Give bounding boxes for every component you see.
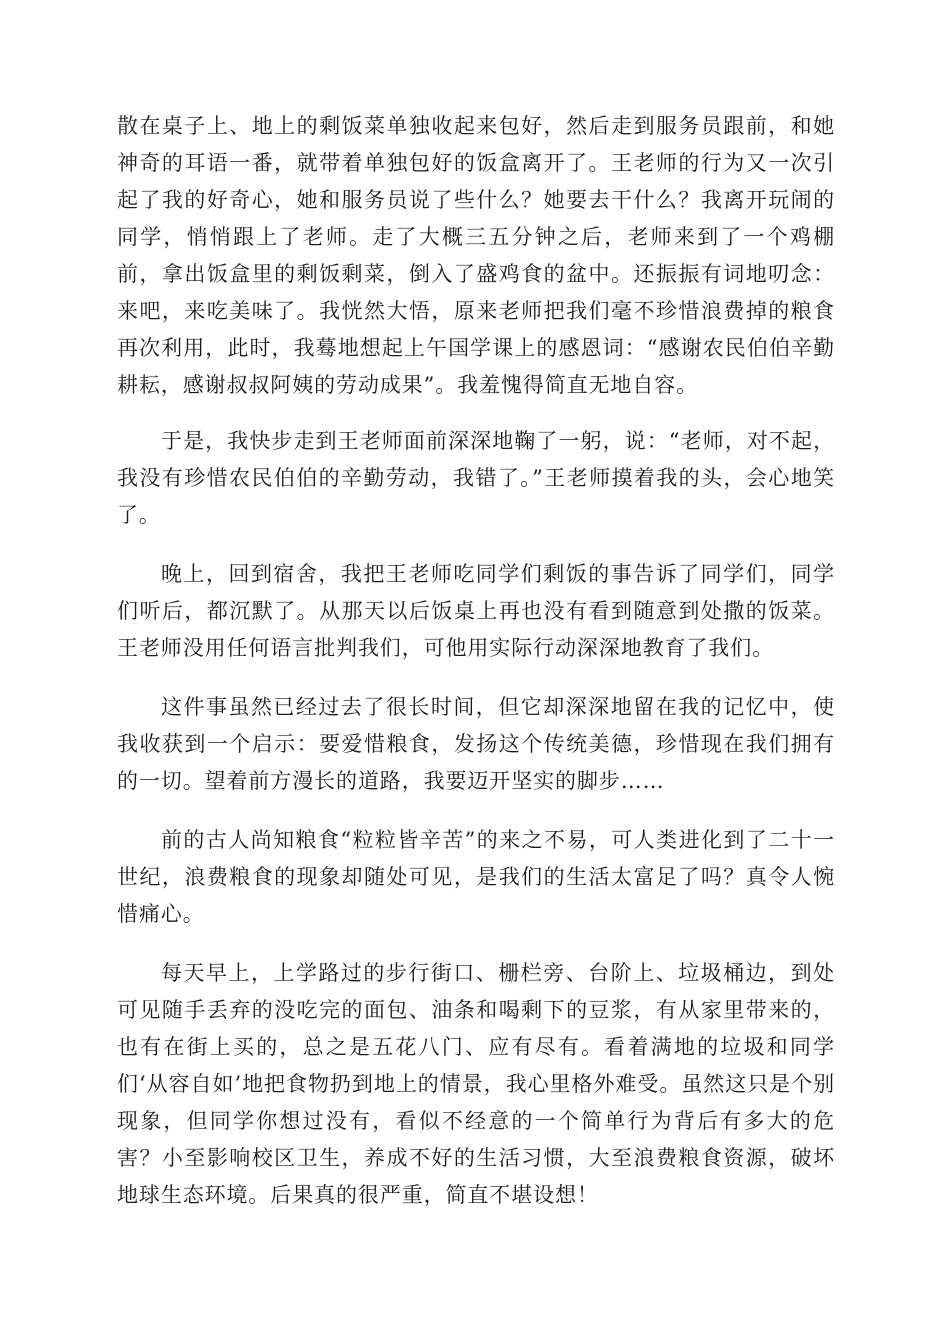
document-page: [117, 108, 835, 1236]
paragraph-2: 于是，我快步走到王老师面前深深地鞠了一躬，说：“老师，对不起，我没有珍惜农民伯伯的辛勤劳动，我错了。”王老师摸着我的头，会心地笑了。: [117, 429, 835, 527]
paragraph-6: 每天早上，上学路过的步行街口、栅栏旁、台阶上、垃圾桶边，到处可见随手丢弃的没吃完的面包、油条和喝剩下的豆浆，有从家里带来的，也有在街上买的，总之是五花八门、应有尽有。看着满地的垃圾和同学们‘从容自如’地把食物扔到地上的情景，我心里格外难受。虽然这只是个别现象，但同学你想过没有，看似不经意的一个简单行为背后有多大的危害？小至影响校区卫生，养成不好的生活习惯，大至浪费粮食资源，破坏地球生态环境。后果真的很严重，简直不堪设想！: [117, 961, 835, 1207]
paragraph-1: 散在桌子上、地上的剩饭菜单独收起来包好，然后走到服务员跟前，和她神奇的耳语一番，就带着单独包好的饭盒离开了。王老师的行为又一次引起了我的好奇心，她和服务员说了些什么？她要去干什么？我离开玩闹的同学，悄悄跟上了老师。走了大概三五分钟之后，老师来到了一个鸡棚前，拿出饭盒里的剩饭剩菜，倒入了盛鸡食的盆中。还振振有词地叨念：来吧，来吃美味了。我恍然大悟，原来老师把我们毫不珍惜浪费掉的粮食再次利用，此时，我蓦地想起上午国学课上的感恩词：“感谢农民伯伯辛勤耕耘，感谢叔叔阿姨的劳动成果”。我羞愧得简直无地自容。: [117, 114, 835, 397]
paragraph-4: 这件事虽然已经过去了很长时间，但它却深深地留在我的记忆中，使我收获到一个启示：要爱惜粮食，发扬这个传统美德，珍惜现在我们拥有的一切。望着前方漫长的道路，我要迈开坚实的脚步……: [117, 695, 835, 793]
paragraph-5: 前的古人尚知粮食“粒粒皆辛苦”的来之不易，可人类进化到了二十一世纪，浪费粮食的现象却随处可见，是我们的生活太富足了吗？真令人惋惜痛心。: [117, 828, 835, 926]
paragraph-3: 晚上，回到宿舍，我把王老师吃同学们剩饭的事告诉了同学们，同学们听后，都沉默了。从那天以后饭桌上再也没有看到随意到处撒的饭菜。王老师没用任何语言批判我们，可他用实际行动深深地教育了我们。: [117, 562, 835, 660]
